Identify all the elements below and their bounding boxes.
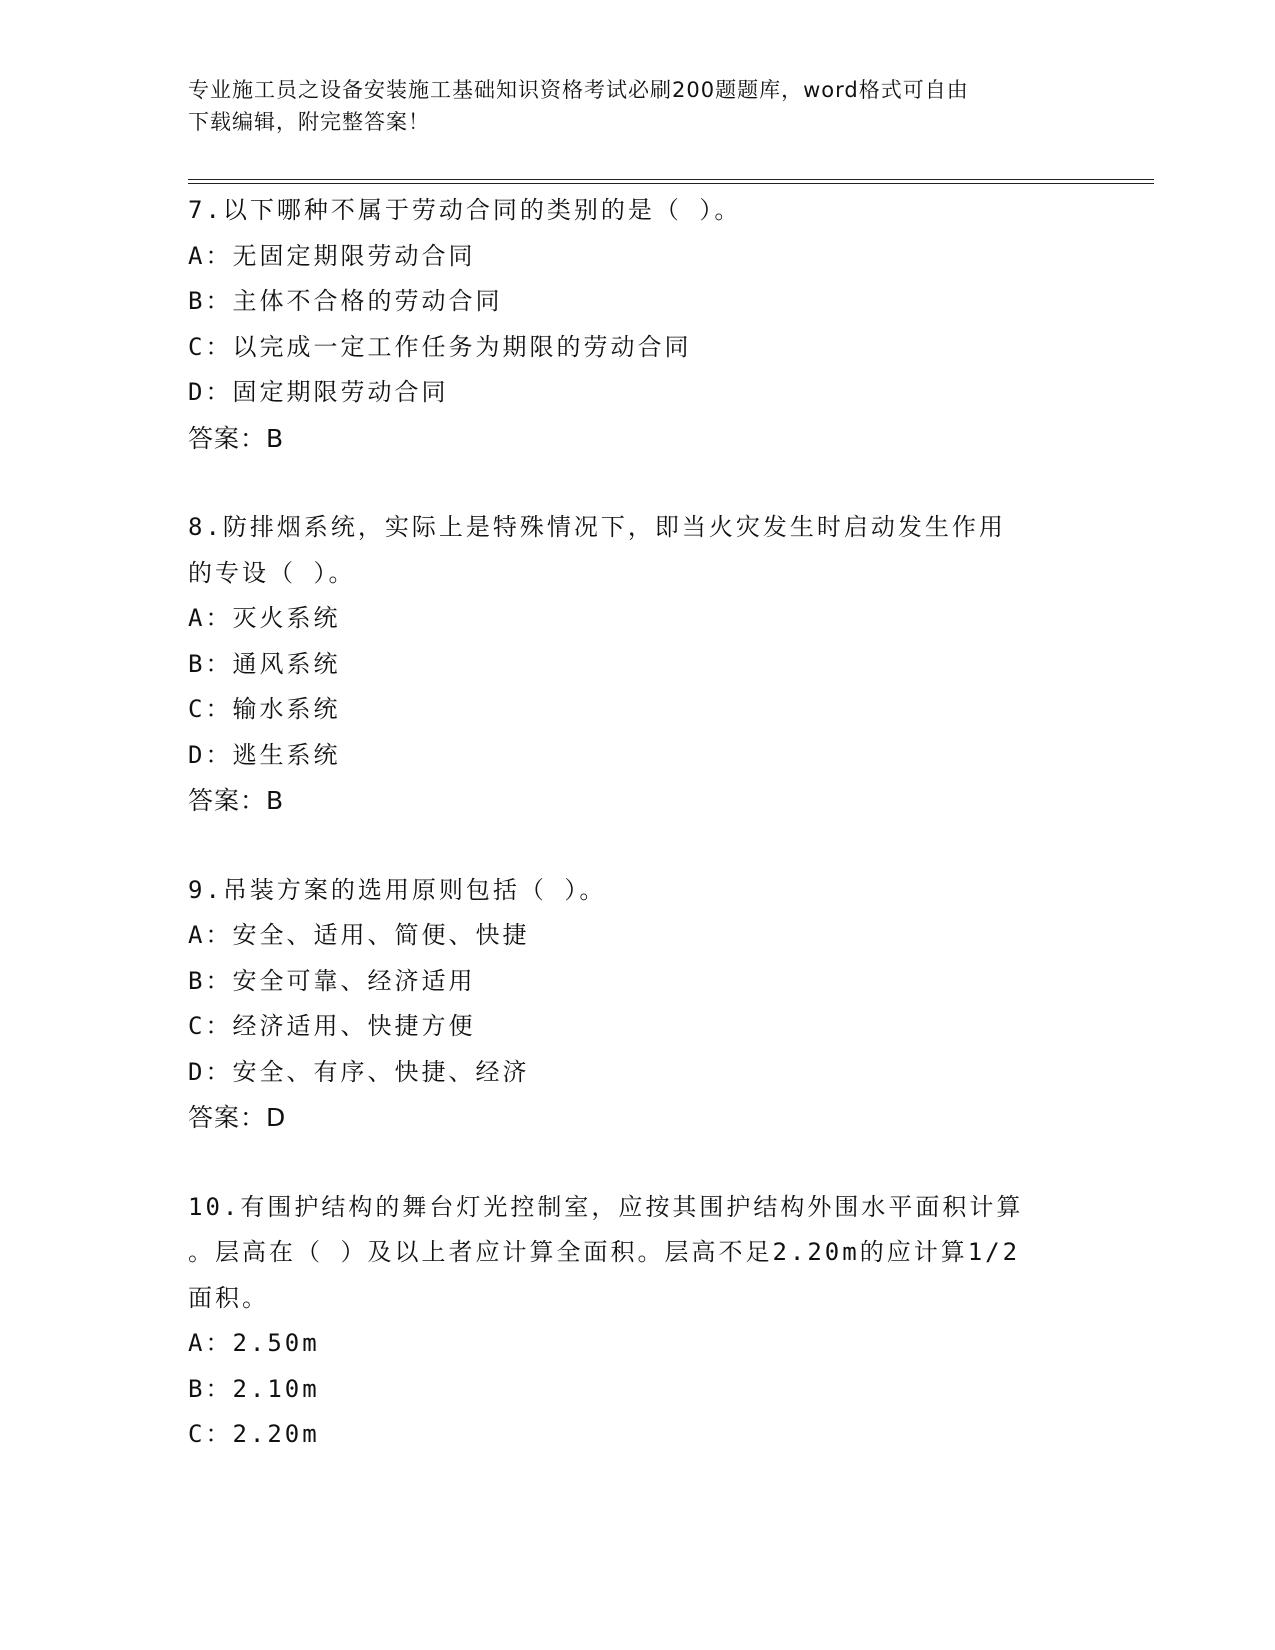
option-a: A：2.50m: [188, 1329, 320, 1357]
option-d: D：安全、有序、快捷、经济: [188, 1057, 530, 1086]
answer-line: 答案：B: [188, 423, 285, 453]
option-b: B：2.10m: [188, 1374, 320, 1403]
question-10: [188, 1185, 1088, 1458]
question-text: 7.以下哪种不属于劳动合同的类别的是（ ）。: [188, 196, 742, 224]
question-text-line-2: 。层高在（ ）及以上者应计算全面积。层高不足2.20m的应计算1/2: [188, 1238, 1021, 1266]
header-line-1: 专业施工员之设备安装施工基础知识资格考试必刷200题题库，word格式可自由: [188, 78, 969, 102]
option-c: C：以完成一定工作任务为期限的劳动合同: [188, 332, 692, 361]
option-d: D：逃生系统: [188, 740, 341, 769]
question-list: [188, 188, 1088, 1502]
question-text-line-3: 面积。: [188, 1283, 269, 1312]
option-c: C：2.20m: [188, 1420, 320, 1448]
question-text-line-1: 10.有围护结构的舞台灯光控制室，应按其围护结构外围水平面积计算: [188, 1192, 1024, 1221]
option-b: B：安全可靠、经济适用: [188, 966, 476, 995]
question-text-line-1: 8.防排烟系统，实际上是特殊情况下，即当火灾发生时启动发生作用: [188, 513, 1006, 541]
option-c: C：输水系统: [188, 695, 341, 723]
answer-line: 答案：B: [188, 786, 285, 815]
header-divider: [188, 179, 1154, 184]
option-a: A：灭火系统: [188, 604, 341, 632]
document-header: [188, 74, 1068, 138]
header-line-2: 下载编辑，附完整答案！: [188, 110, 430, 134]
option-c: C：经济适用、快捷方便: [188, 1012, 476, 1040]
answer-line: 答案：D: [188, 1103, 287, 1132]
question-text: 9.吊装方案的选用原则包括（ ）。: [188, 875, 607, 904]
question-text-line-2: 的专设（ ）。: [188, 558, 356, 587]
question-9: [188, 868, 1088, 1141]
question-8: [188, 505, 1088, 824]
option-a: A：安全、适用、简便、快捷: [188, 921, 530, 949]
option-d: D：固定期限劳动合同: [188, 378, 449, 406]
option-b: B：通风系统: [188, 649, 341, 678]
option-a: A：无固定期限劳动合同: [188, 241, 476, 270]
option-b: B：主体不合格的劳动合同: [188, 287, 503, 315]
question-7: [188, 188, 1088, 461]
